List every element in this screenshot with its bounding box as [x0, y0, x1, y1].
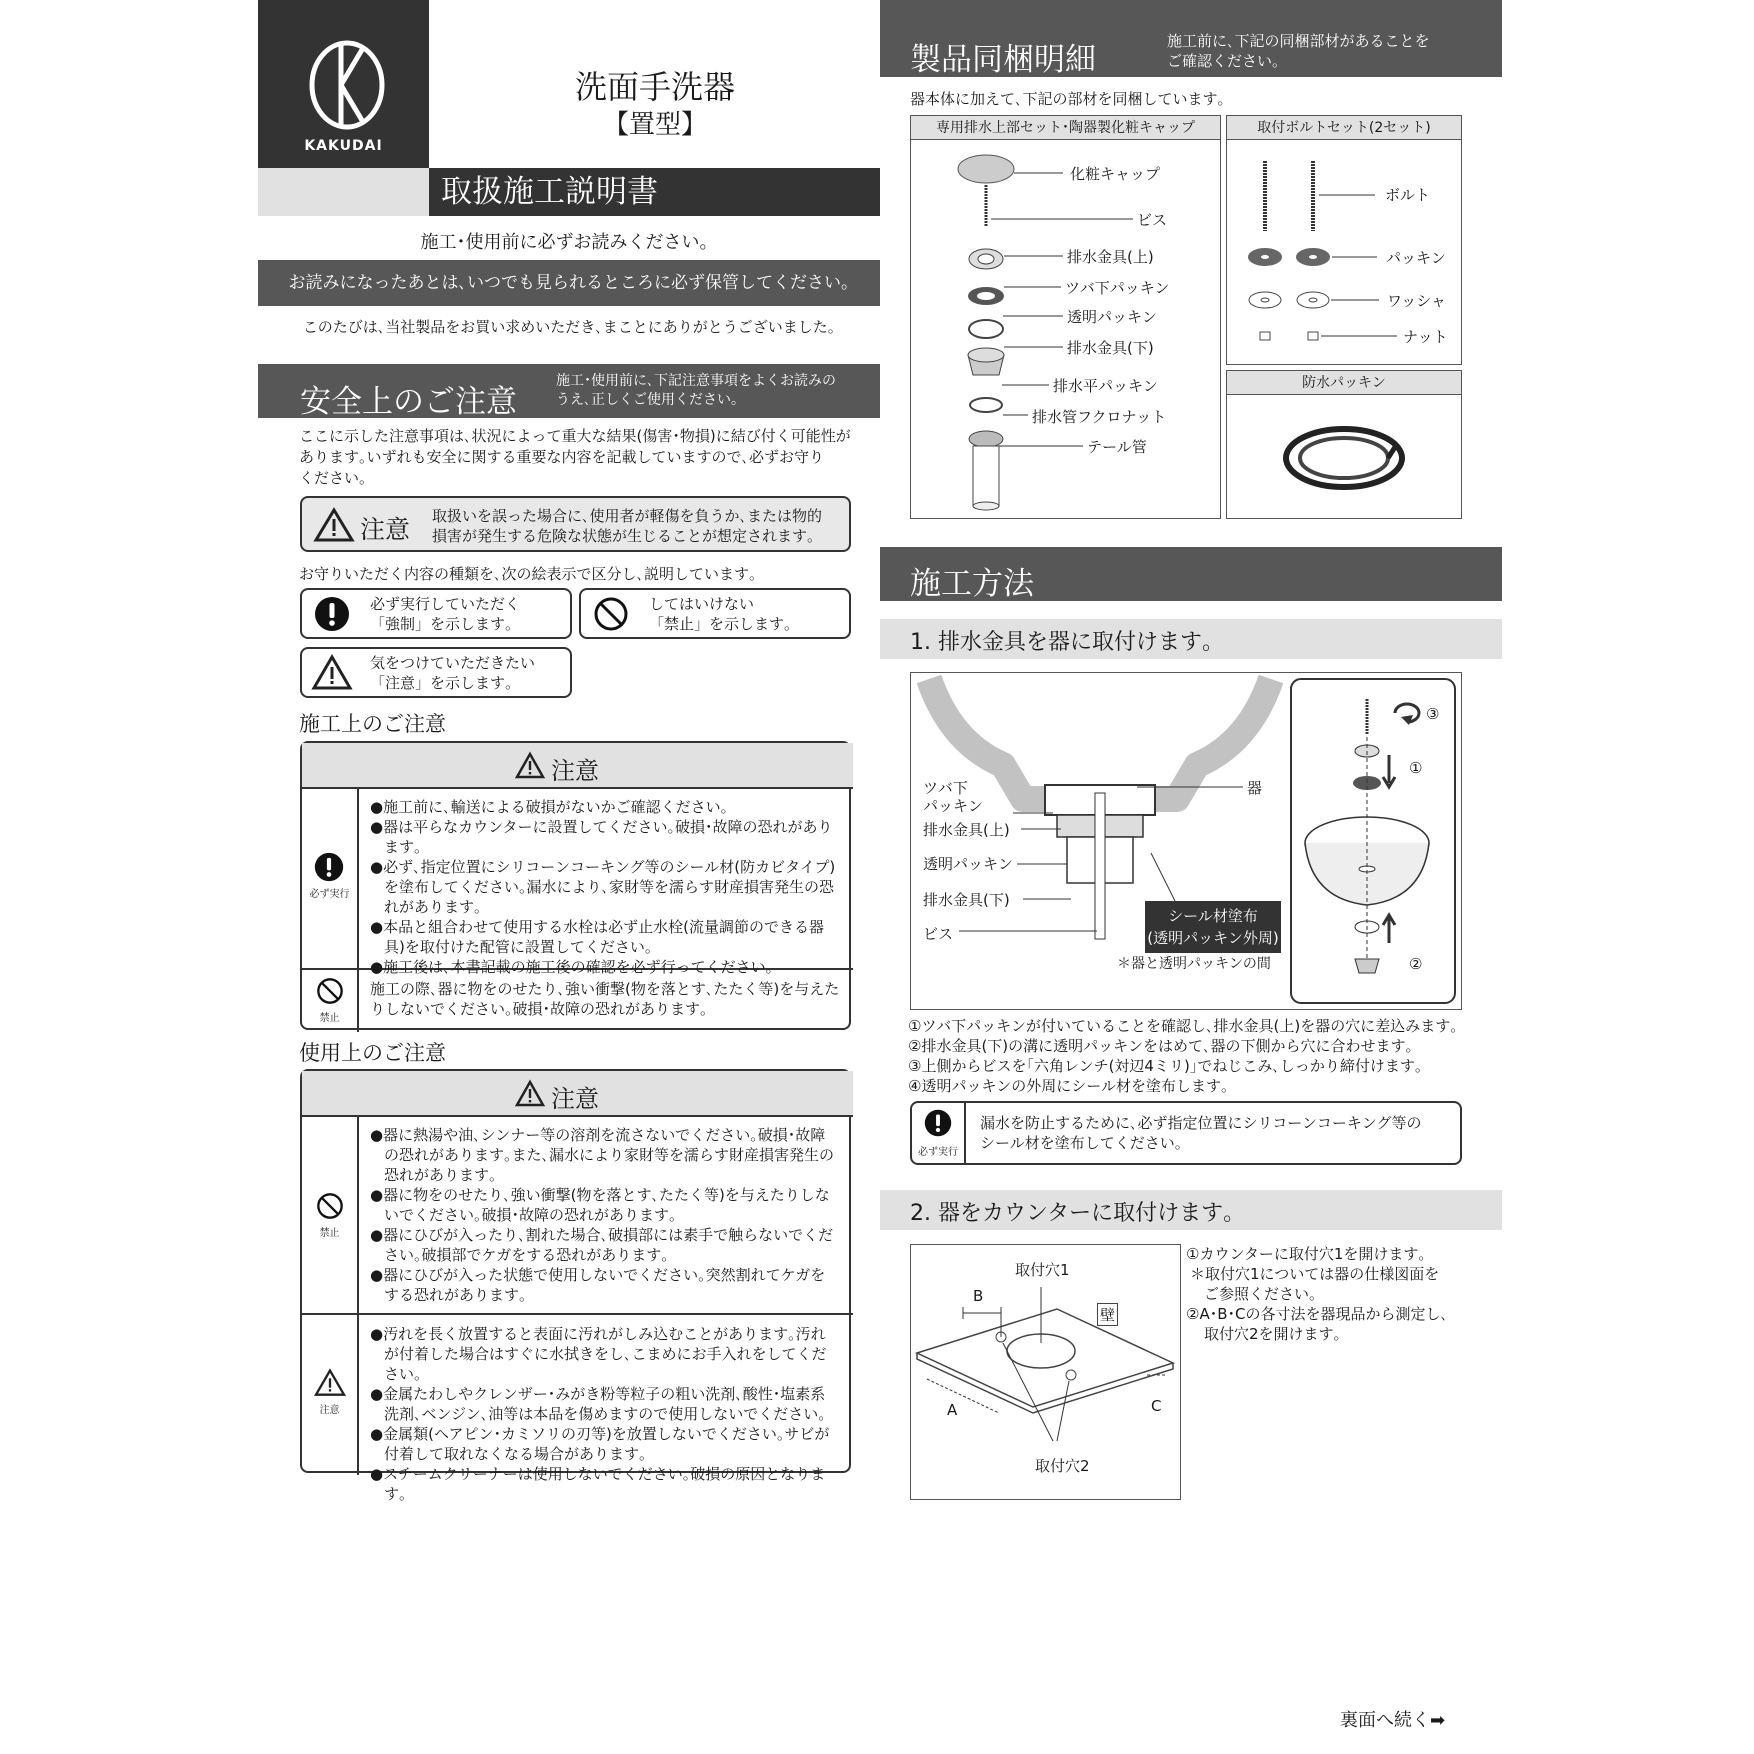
manual-title: 取扱施工説明書 [429, 168, 880, 216]
caution-def-box [300, 496, 851, 552]
prohibit-icon [316, 1192, 344, 1220]
step2-note: ①カウンターに取付穴1を開けます｡ [1186, 1245, 1426, 1263]
prohibit-icon [593, 596, 629, 632]
continue-note [1340, 1706, 1445, 1732]
step-number: ① [1409, 759, 1423, 777]
safety-sub1: 施工･使用前に､下記注意事項をよくお読みの [556, 373, 836, 389]
list-item: ● 器に熱湯や油､シンナー等の溶剤を流さないでください｡破損･故障の恐れがあります｡また､漏水により家財等を濡らす財産損害発生の恐れがあります｡ [370, 1125, 840, 1185]
step1-diagram [910, 672, 1462, 1010]
step1-instruction: ④透明パッキンの外周にシール材を塗布します｡ [908, 1077, 1229, 1095]
bolt-set-title: 取付ボルトセット(2セット) [1227, 116, 1461, 140]
part-label: 排水金具(上) [1067, 248, 1154, 266]
keep-notice: お読みになったあとは､いつでも見られるところに必ず保管してください｡ [258, 260, 880, 306]
product-title: 洗面手洗器 [574, 68, 735, 106]
legend-care [300, 647, 572, 698]
step1-title: 1. 排水金具を器に取付けます｡ [910, 630, 1213, 655]
warning-triangle-icon [314, 1369, 346, 1397]
seal-callout-1: シール材塗布 [1168, 907, 1258, 925]
part-label: ボルト [1385, 186, 1431, 204]
part-label: 化粧キャップ [1070, 165, 1161, 183]
contents-sub2: ご確認ください｡ [1167, 52, 1280, 70]
list-item: ● 金属類(ヘアピン･カミソリの刃等)を放置しないでください｡サビが付着して取れなくなる場合があります｡ [370, 1424, 840, 1464]
part-label: テール管 [1087, 438, 1147, 456]
dim-a: A [947, 1401, 958, 1419]
continue-text: 裏面へ続く [1340, 1710, 1430, 1731]
install-notes-table [300, 741, 851, 1030]
must-text1: 必ず実行していただく [370, 595, 521, 613]
drain-parts-illustration [911, 141, 1220, 519]
thanks: このたびは､当社製品をお買い求めいただき､まことにありがとうございました｡ [302, 318, 836, 336]
step-number: ② [1409, 955, 1423, 973]
step2-note: ＊取付穴1については器の仕様図面を [1190, 1265, 1440, 1283]
bolt-set-box [1226, 115, 1462, 365]
legend-prohibit [579, 588, 851, 639]
must-text2: シール材を塗布してください｡ [980, 1134, 1183, 1152]
step2-note: 取付穴2を開けます｡ [1204, 1325, 1342, 1343]
use-notes-header [302, 1071, 853, 1117]
use-care-list [370, 1324, 840, 1504]
drain-set-title: 専用排水上部セット･陶器製化粧キャップ [911, 116, 1220, 140]
part-label: 透明パッキン [1067, 308, 1157, 326]
seal-note: ＊器と透明パッキンの間 [1117, 956, 1271, 972]
seal-callout-2: (透明パッキン外周) [1147, 929, 1279, 947]
use-notes-table [300, 1069, 851, 1503]
install-notes-title: 施工上のご注意 [299, 712, 446, 736]
waterproof-title: 防水パッキン [1227, 371, 1461, 395]
contents-sub1: 施工前に､下記の同梱部材があることを [1167, 32, 1430, 50]
diagram-label: 排水金具(下) [923, 891, 1010, 909]
part-label: 排水平パッキン [1053, 377, 1158, 395]
step2-note: ②A･B･Cの各寸法を器現品から測定し､ [1186, 1305, 1448, 1323]
care-text2: 「注意」を示します｡ [370, 674, 513, 692]
prohibit-label: 禁止 [319, 1013, 340, 1024]
diagram-label: 器 [1247, 779, 1263, 797]
part-label: ツバ下パッキン [1065, 279, 1170, 297]
step2-title: 2. 器をカウンターに取付けます｡ [910, 1201, 1235, 1226]
must-text2: 「強制」を示します｡ [370, 615, 513, 633]
arrow-right-icon: ➡ [1430, 1710, 1446, 1731]
step2-note: ご参照ください｡ [1204, 1285, 1317, 1303]
must-read: 施工･使用前に必ずお読みください。 [420, 232, 718, 253]
part-label: 排水管フクロナット [1032, 408, 1167, 426]
install-notes-header [302, 743, 853, 789]
list-item: ● 器に物をのせたり､強い衝撃(物を落とす､たたく等)を与えたりしないでください｡破損･故障の恐れがあります｡ [370, 1185, 840, 1225]
diagram-label: 排水金具(上) [923, 821, 1010, 839]
brand-name: KAKUDAI [304, 138, 383, 154]
care-label: 注意 [319, 1405, 340, 1416]
wall-label: 壁 [1097, 1303, 1118, 1326]
care-text1: 気をつけていただきたい [370, 654, 536, 672]
list-item: ● 器にひびが入った状態で使用しないでください｡突然割れてケガをする恐れがあります｡ [370, 1265, 840, 1305]
must-do-icon [314, 596, 350, 632]
use-notes-header-text: 注意 [551, 1085, 599, 1113]
safety-intro2: あります｡いずれも安全に関する重要な内容を記載していますので､必ずお守り [299, 448, 825, 466]
list-item: ● スチームクリーナーは使用しないでください｡破損の原因となります｡ [370, 1464, 840, 1504]
product-type: 【置型】 [602, 110, 707, 140]
step1-instruction: ③上側からビスを｢六角レンチ(対辺4ミリ)｣でねじこみ､しっかり締付けます｡ [908, 1057, 1423, 1075]
waterproof-box [1226, 370, 1462, 519]
method-title: 施工方法 [910, 566, 1034, 602]
part-label: パッキン [1386, 249, 1446, 267]
step-number: ③ [1426, 705, 1440, 723]
use-notes-title: 使用上のご注意 [299, 1041, 446, 1065]
prohibit-text1: してはいけない [649, 595, 755, 613]
hole2-label: 取付穴2 [1035, 1457, 1090, 1475]
kakudai-logo-icon [308, 40, 386, 130]
hole1-label: 取付穴1 [1015, 1261, 1070, 1279]
step1-instruction: ②排水金具(下)の溝に透明パッキンをはめて､器の下側から穴に合わせます｡ [908, 1037, 1414, 1055]
step2-diagram [910, 1244, 1181, 1500]
list-item: ● 施工前に､輸送による破損がないかご確認ください｡ [370, 797, 840, 817]
step2-bar [880, 1190, 1502, 1230]
brand-block [258, 0, 429, 168]
safety-sub2: うえ､正しくご使用ください｡ [556, 392, 738, 408]
waterproof-packing-illustration [1227, 396, 1461, 518]
must-do-icon [314, 852, 344, 882]
step1-bar [880, 619, 1502, 659]
install-must-list [370, 797, 840, 977]
diagram-label: ツバ下 [923, 779, 968, 797]
safety-title: 安全上のご注意 [300, 384, 517, 420]
warning-triangle-icon [515, 1080, 545, 1107]
must-label: 必ず実行 [309, 889, 350, 900]
step1-must-box [910, 1101, 1462, 1165]
warning-triangle-icon [515, 752, 545, 779]
caution-text1: 取扱いを誤った場合に､使用者が軽傷を負うか､または物的 [432, 507, 823, 525]
dim-c: C [1151, 1397, 1162, 1415]
contents-title: 製品同梱明細 [910, 42, 1096, 78]
contents-intro: 器本体に加えて､下記の部材を同梱しています｡ [910, 90, 1226, 108]
list-item: ● 器にひびが入ったり､割れた場合､破損部には素手で触らないでください｡破損部でケガをする恐れがあります｡ [370, 1225, 840, 1265]
list-item: ● 金属たわしやクレンザー･みがき粉等粒子の粗い洗剤､酸性･塩素系洗剤､ベンジン､油等は本品を傷めますので使用しないでください｡ [370, 1384, 840, 1424]
part-label: ワッシャ [1387, 292, 1446, 310]
legend-intro: お守りいただく内容の種類を､次の絵表示で区分し､説明しています｡ [299, 565, 757, 583]
list-item: ● 施工後は､本書記載の施工後の確認を必ず行ってください｡ [370, 957, 840, 977]
contents-header [880, 0, 1502, 77]
caution-word: 注意 [360, 515, 411, 544]
use-prohibit-list [370, 1125, 840, 1305]
prohibit-text2: 「禁止」を示します｡ [649, 615, 792, 633]
method-header [880, 547, 1502, 601]
list-item: ● 本品と組合わせて使用する水栓は必ず止水栓(流量調節のできる器具)を取付けた配管に設置してください｡ [370, 917, 840, 957]
warning-triangle-icon [312, 655, 352, 691]
warning-triangle-icon [314, 508, 354, 542]
part-label: ナット [1403, 328, 1448, 346]
install-prohibit-text: 施工の際､器に物をのせたり､強い衝撃(物を落とす､たたく等)を与えたりしないでください｡破損･故障の恐れがあります｡ [370, 980, 840, 1018]
safety-header [258, 364, 880, 418]
must-do-icon [924, 1109, 952, 1137]
diagram-label: 透明パッキン [923, 855, 1013, 873]
legend-must [300, 588, 572, 639]
dim-b: B [973, 1287, 984, 1305]
safety-intro3: ください｡ [299, 469, 367, 487]
prohibit-icon [316, 977, 344, 1005]
diagram-label: ビス [923, 925, 954, 943]
manual-bar-left [258, 168, 429, 216]
must-label: 必ず実行 [918, 1147, 958, 1158]
prohibit-label: 禁止 [319, 1228, 340, 1239]
list-item: ● 器は平らなカウンターに設置してください｡破損･故障の恐れがあります｡ [370, 817, 840, 857]
part-label: ビス [1137, 211, 1168, 229]
safety-intro1: ここに示した注意事項は､状況によって重大な結果(傷害･物損)に結び付く可能性が [299, 427, 851, 445]
diagram-label: パッキン [923, 797, 983, 815]
must-text1: 漏水を防止するために､必ず指定位置にシリコーンコーキング等の [980, 1114, 1422, 1132]
install-notes-header-text: 注意 [551, 757, 599, 785]
drain-set-box [910, 115, 1221, 519]
list-item: ● 汚れを長く放置すると表面に汚れがしみ込むことがあります｡汚れが付着した場合はすぐに水拭きをし､こまめにお手入れをしてください｡ [370, 1324, 840, 1384]
part-label: 排水金具(下) [1067, 339, 1154, 357]
step1-instruction: ①ツバ下パッキンが付いていることを確認し､排水金具(上)を器の穴に差込みます｡ [908, 1017, 1458, 1035]
caution-text2: 損害が発生する危険な状態が生じることが想定されます｡ [432, 527, 815, 545]
list-item: ● 必ず､指定位置にシリコーンコーキング等のシール材(防カビタイプ)を塗布してください｡漏水により､家財等を濡らす財産損害発生の恐れがあります｡ [370, 857, 840, 917]
